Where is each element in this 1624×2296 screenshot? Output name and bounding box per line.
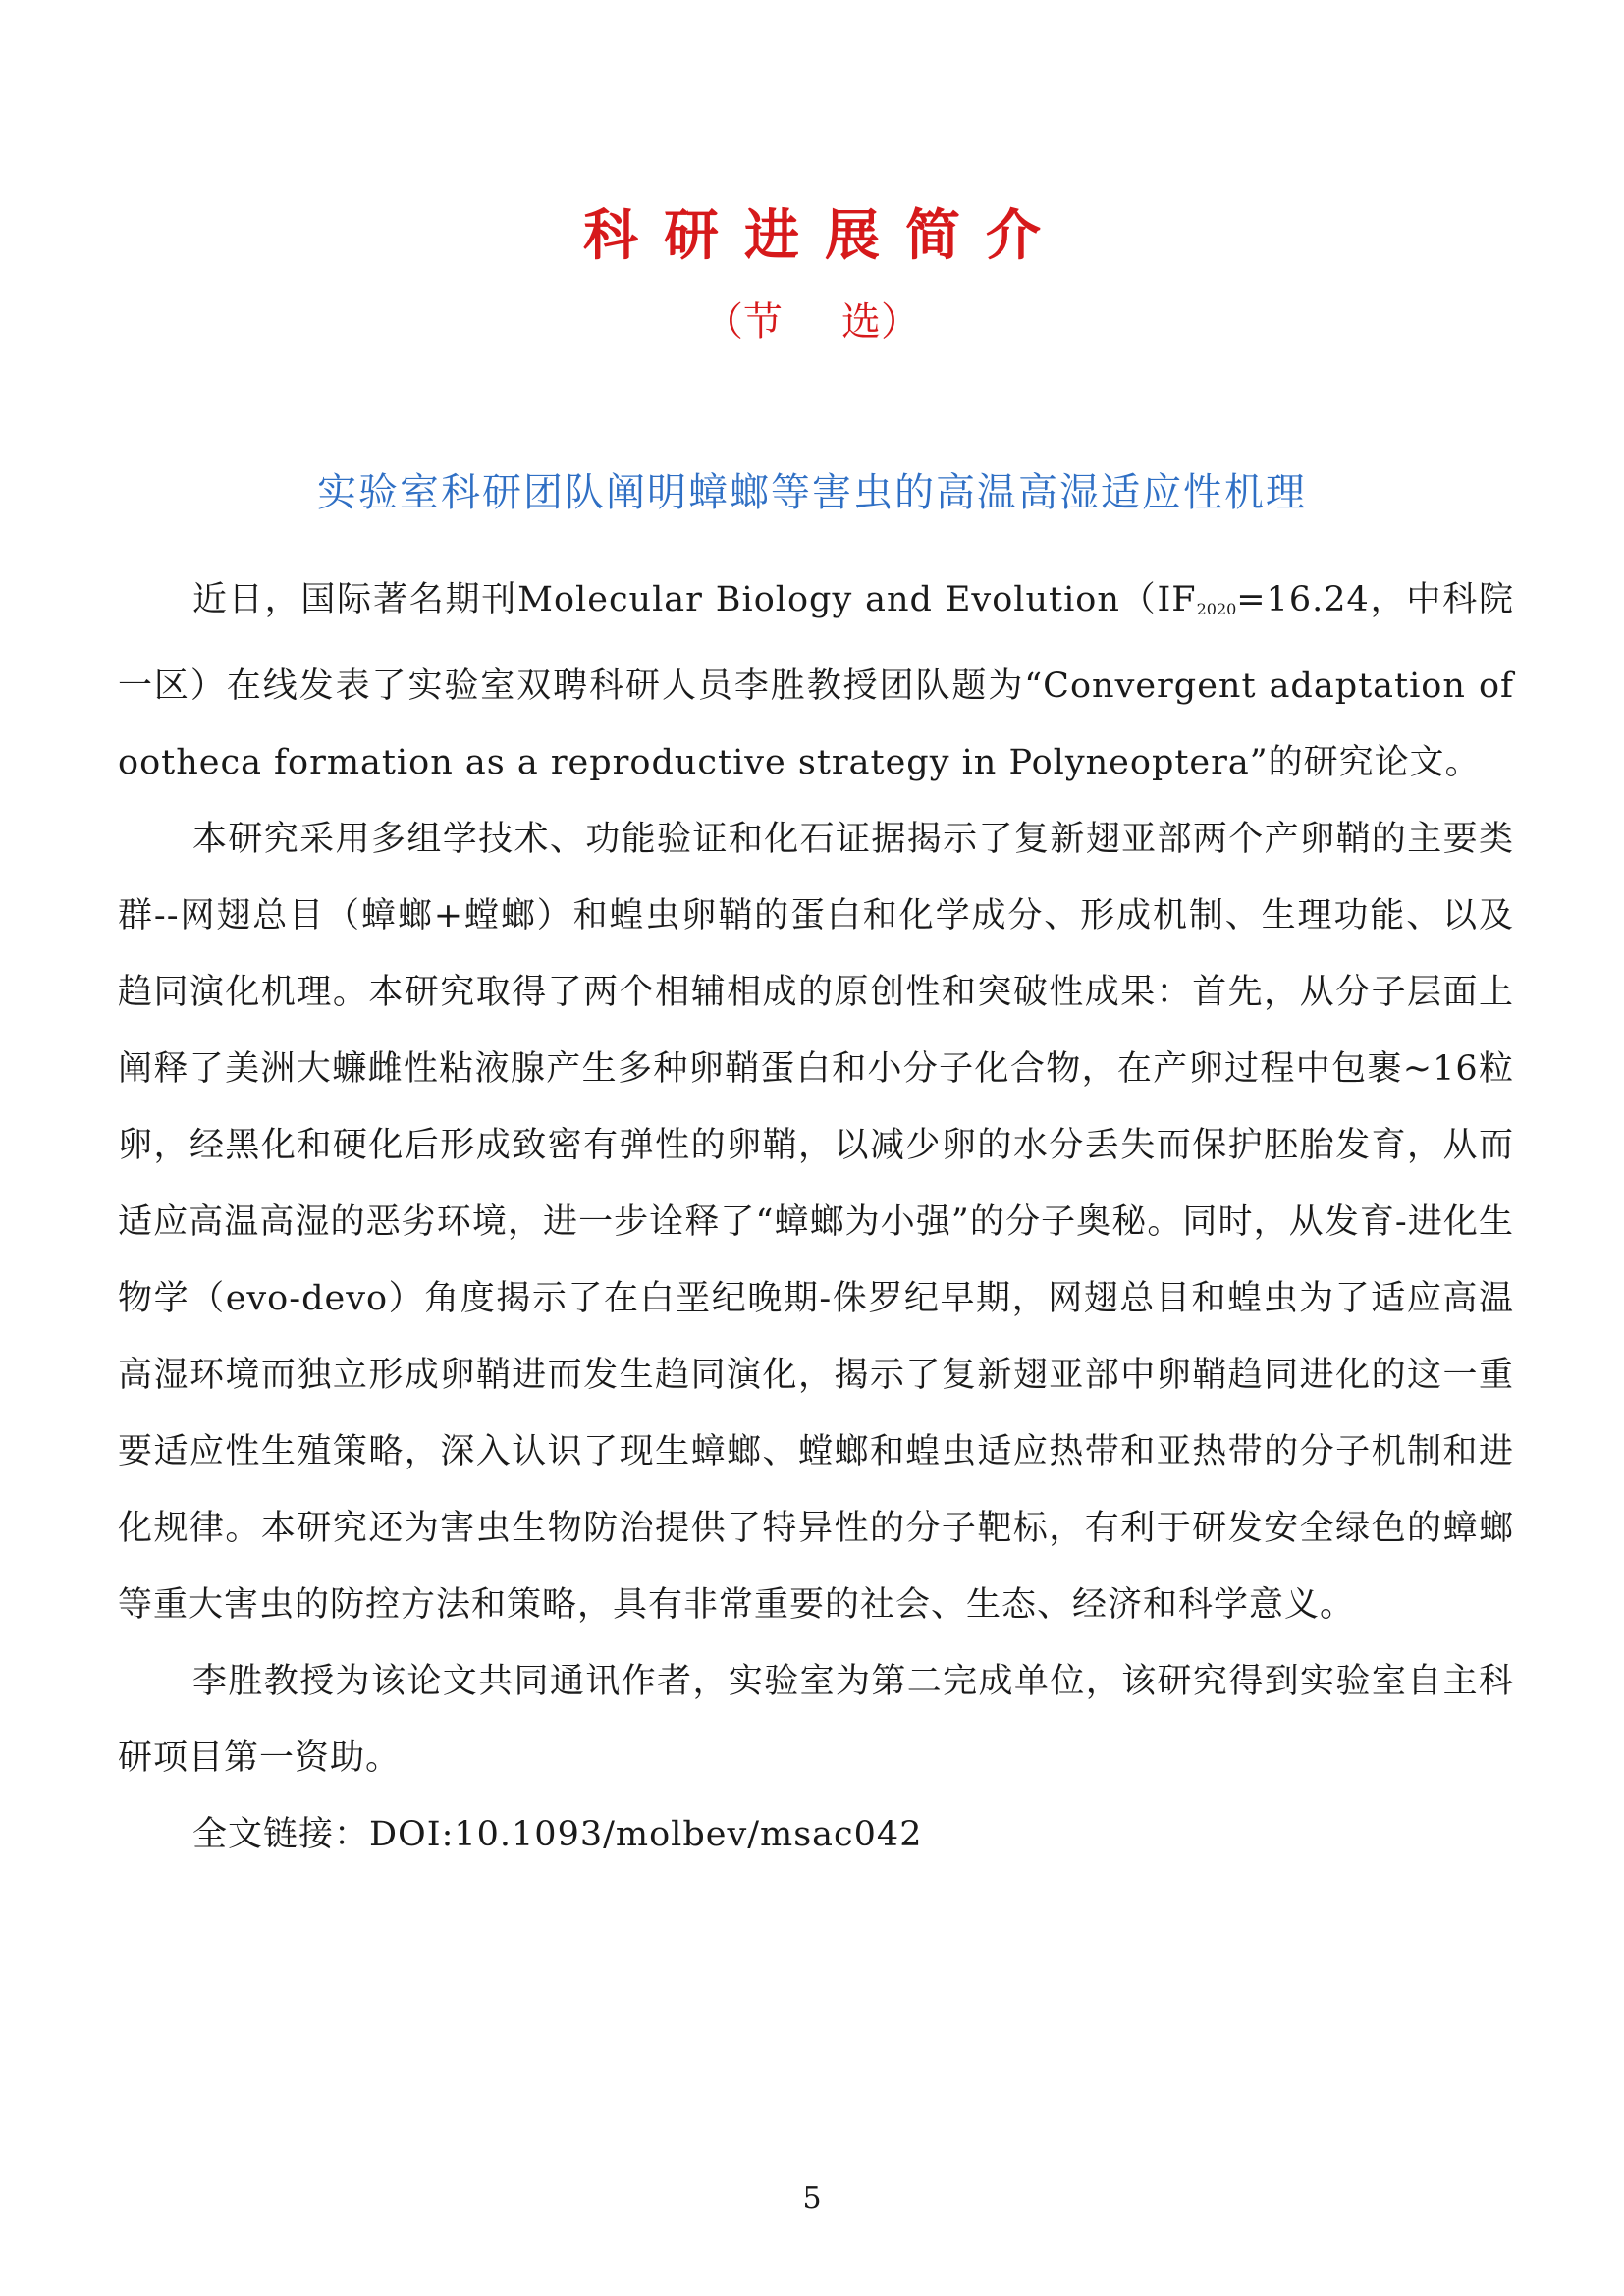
paragraph-intro-part1: 近日，国际著名期刊Molecular Biology and Evolution（IF: [192, 580, 1197, 619]
paragraph-doi-link: 全文链接：DOI:10.1093/molbev/msac042: [192, 1815, 923, 1854]
subtitle-open-paren: （: [704, 299, 743, 345]
paragraph-intro: [118, 561, 1514, 801]
article-body: [118, 561, 1514, 1873]
page-subtitle: [0, 293, 1624, 351]
subtitle-close-paren: ）: [881, 299, 920, 345]
paragraph-intro-part2: =16.24，中科院一区）在线发表了实验室双聘科研人员李胜教授团队题为“Convergent adaptation of ootheca formation as a reproductive strategy in Polyneoptera”的研究论文。: [118, 580, 1514, 782]
paragraph-authors: 李胜教授为该论文共同通讯作者，实验室为第二完成单位，该研究得到实验室自主科研项目第一资助。: [118, 1662, 1514, 1778]
paragraph-findings: 本研究采用多组学技术、功能验证和化石证据揭示了复新翅亚部两个产卵鞘的主要类群--网翅总目（蟑螂+螳螂）和蝗虫卵鞘的蛋白和化学成分、形成机制、生理功能、以及趋同演化机理。本研究取得了两个相辅相成的原创性和突破性成果：首先，从分子层面上阐释了美洲大蠊雌性粘液腺产生多种卵鞘蛋白和小分子化合物，在产卵过程中包裹~16粒卵，经黑化和硬化后形成致密有弹性的卵鞘，以减少卵的水分丢失而保护胚胎发育，从而适应高温高湿的恶劣环境，进一步诠释了“蟑螂为小强”的分子奥秘。同时，从发育-进化生物学（evo-devo）角度揭示了在白垩纪晚期-侏罗纪早期，网翅总目和蝗虫为了适应高温高湿环境而独立形成卵鞘进而发生趋同演化，揭示了复新翅亚部中卵鞘趋同进化的这一重要适应性生殖策略，深入认识了现生蟑螂、螳螂和蝗虫适应热带和亚热带的分子机制和进化规律。本研究还为害虫生物防治提供了特异性的分子靶标，有利于研发安全绿色的蟑螂等重大害虫的防控方法和策略，具有非常重要的社会、生态、经济和科学意义。: [118, 820, 1514, 1625]
subtitle-char-1: 节: [743, 299, 783, 345]
page-number: 5: [802, 2181, 822, 2216]
impact-factor-year: 2020: [1196, 600, 1237, 618]
subtitle-char-2: 选: [841, 299, 881, 345]
article-title: 实验室科研团队阐明蟑螂等害虫的高温高湿适应性机理: [317, 470, 1307, 515]
page-title: 科研进展简介: [583, 203, 1066, 268]
